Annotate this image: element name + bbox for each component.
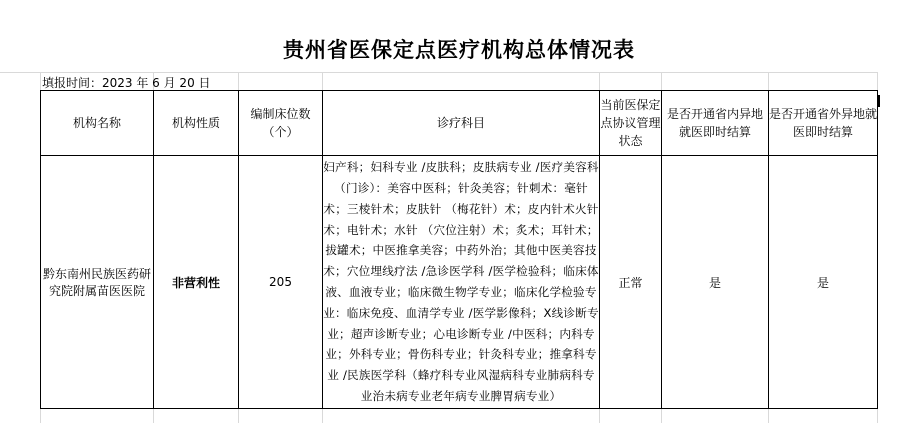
header-intra-province-settlement: 是否开通省内异地就医即时结算 bbox=[662, 91, 769, 156]
page-title: 贵州省医保定点医疗机构总体情况表 bbox=[283, 38, 635, 62]
report-date: 填报时间：2023 年 6 月 20 日 bbox=[42, 76, 211, 90]
header-treatment-scope: 诊疗科目 bbox=[323, 91, 600, 156]
cell-treatment-scope: 妇产科；妇科专业 /皮肤科；皮肤病专业 /医疗美容科（门诊）：美容中医科；针灸美容；针刺术：毫针术；三棱针术；皮肤针 （梅花针）术；皮内针术火针术；电针术；水针 （穴位注射）术；炙术；耳针术；拔罐术；中医推拿美容；中药外治；其他中医美容技术；穴位埋线疗法 /急诊医学科 /医学检验科；临床体液、血液专业；临床微生物学专业；临床化学检验专业：临床免疫、血清学专业 /医学影像科；X线诊断专业；超声诊断专业；心电诊断专业 /中医科；内科专业；外科专业；骨伤科专业；针灸科专业；推拿科专业 /民族医学科（蜂疗科专业风湿病科专业肺病科专业治未病专业老年病专业脾胃病专业） bbox=[323, 156, 600, 409]
cell-inter-province-settlement: 是 bbox=[769, 156, 878, 409]
institution-table bbox=[40, 90, 878, 409]
cell-institution-name: 黔东南州民族医药研究院附属苗医医院 bbox=[41, 156, 154, 409]
cell-bed-count: 205 bbox=[239, 156, 323, 409]
header-agreement-status: 当前医保定点协议管理状态 bbox=[600, 91, 662, 156]
header-row bbox=[41, 91, 878, 156]
cell-intra-province-settlement: 是 bbox=[662, 156, 769, 409]
cell-institution-nature: 非营利性 bbox=[154, 156, 239, 409]
header-inter-province-settlement: 是否开通省外异地就医即时结算 bbox=[769, 91, 878, 156]
table-row bbox=[41, 156, 878, 409]
cell-agreement-status: 正常 bbox=[600, 156, 662, 409]
header-bed-count: 编制床位数（个） bbox=[239, 91, 323, 156]
header-institution-name: 机构名称 bbox=[41, 91, 154, 156]
header-institution-nature: 机构性质 bbox=[154, 91, 239, 156]
